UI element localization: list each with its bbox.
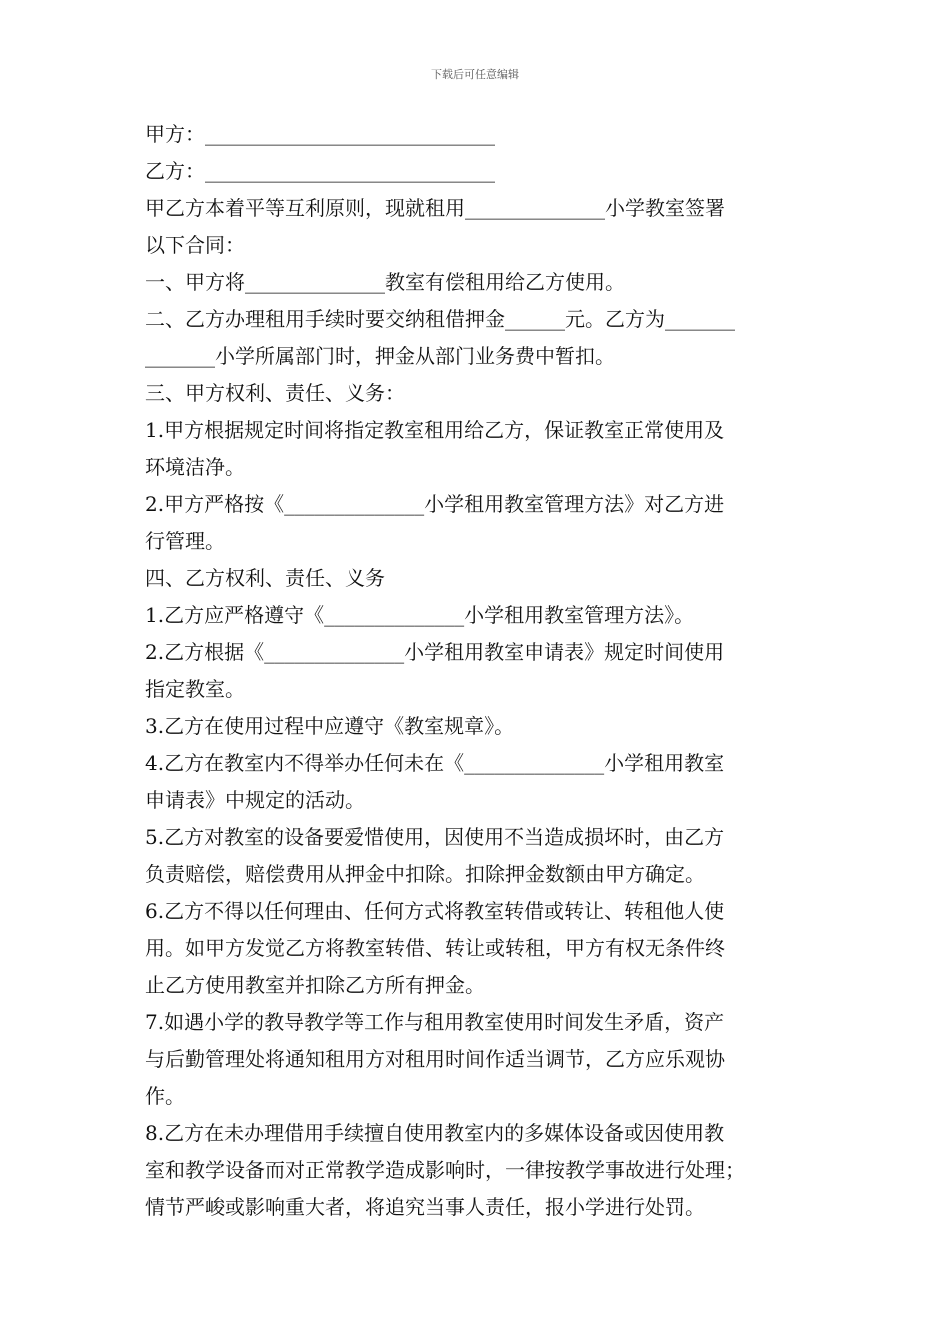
item-line: 1.乙方应严格遵守《______________小学租用教室管理方法》。 <box>145 603 695 627</box>
item-line: 负责赔偿，赔偿费用从押金中扣除。扣除押金数额由甲方确定。 <box>145 862 705 886</box>
item-line: 2.乙方根据《______________小学租用教室申请表》规定时间使用 <box>145 640 725 664</box>
item-line: 6.乙方不得以任何理由、任何方式将教室转借或转让、转租他人使 <box>145 899 725 923</box>
item-line: 止乙方使用教室并扣除乙方所有押金。 <box>145 973 485 997</box>
item-line: 8.乙方在未办理借用手续擅自使用教室内的多媒体设备或因使用教 <box>145 1121 725 1145</box>
item-line: 与后勤管理处将通知租用方对租用时间作适当调节，乙方应乐观协 <box>145 1047 725 1071</box>
clause-1-line: 一、甲方将______________教室有偿租用给乙方使用。 <box>145 270 625 294</box>
item-line: 室和教学设备而对正常教学造成影响时，一律按教学事故进行处理； <box>145 1158 745 1182</box>
page-header-note: 下载后可任意编辑 <box>431 68 519 81</box>
item-line: 7.如遇小学的教导教学等工作与租用教室使用时间发生矛盾，资产 <box>145 1010 725 1034</box>
party-b-line: 乙方：_____________________________ <box>145 159 495 183</box>
item-line: 1.甲方根据规定时间将指定教室租用给乙方，保证教室正常使用及 <box>145 418 725 442</box>
item-line: 指定教室。 <box>145 677 245 701</box>
item-line: 2.甲方严格按《______________小学租用教室管理方法》对乙方进 <box>145 492 725 516</box>
item-line: 环境洁净。 <box>145 455 245 479</box>
section-heading: 四、乙方权利、责任、义务 <box>145 566 385 590</box>
item-line: 用。如甲方发觉乙方将教室转借、转让或转租，甲方有权无条件终 <box>145 936 725 960</box>
party-a-line: 甲方：_____________________________ <box>145 122 495 146</box>
item-line: 申请表》中规定的活动。 <box>145 788 365 812</box>
item-line: 3.乙方在使用过程中应遵守《教室规章》。 <box>145 714 515 738</box>
preamble-line: 以下合同： <box>145 233 245 257</box>
item-line: 5.乙方对教室的设备要爱惜使用，因使用不当造成损坏时，由乙方 <box>145 825 725 849</box>
clause-2-line: 二、乙方办理租用手续时要交纳租借押金______元。乙方为_______ <box>145 307 735 331</box>
section-heading: 三、甲方权利、责任、义务： <box>145 381 405 405</box>
item-line: 情节严峻或影响重大者，将追究当事人责任，报小学进行处罚。 <box>145 1195 705 1219</box>
clause-2-line: _______小学所属部门时，押金从部门业务费中暂扣。 <box>145 344 615 368</box>
item-line: 4.乙方在教室内不得举办任何未在《______________小学租用教室 <box>145 751 725 775</box>
item-line: 行管理。 <box>145 529 225 553</box>
preamble-line: 甲乙方本着平等互利原则，现就租用______________小学教室签署 <box>145 196 725 220</box>
item-line: 作。 <box>145 1084 185 1108</box>
contract-body <box>145 116 810 1226</box>
